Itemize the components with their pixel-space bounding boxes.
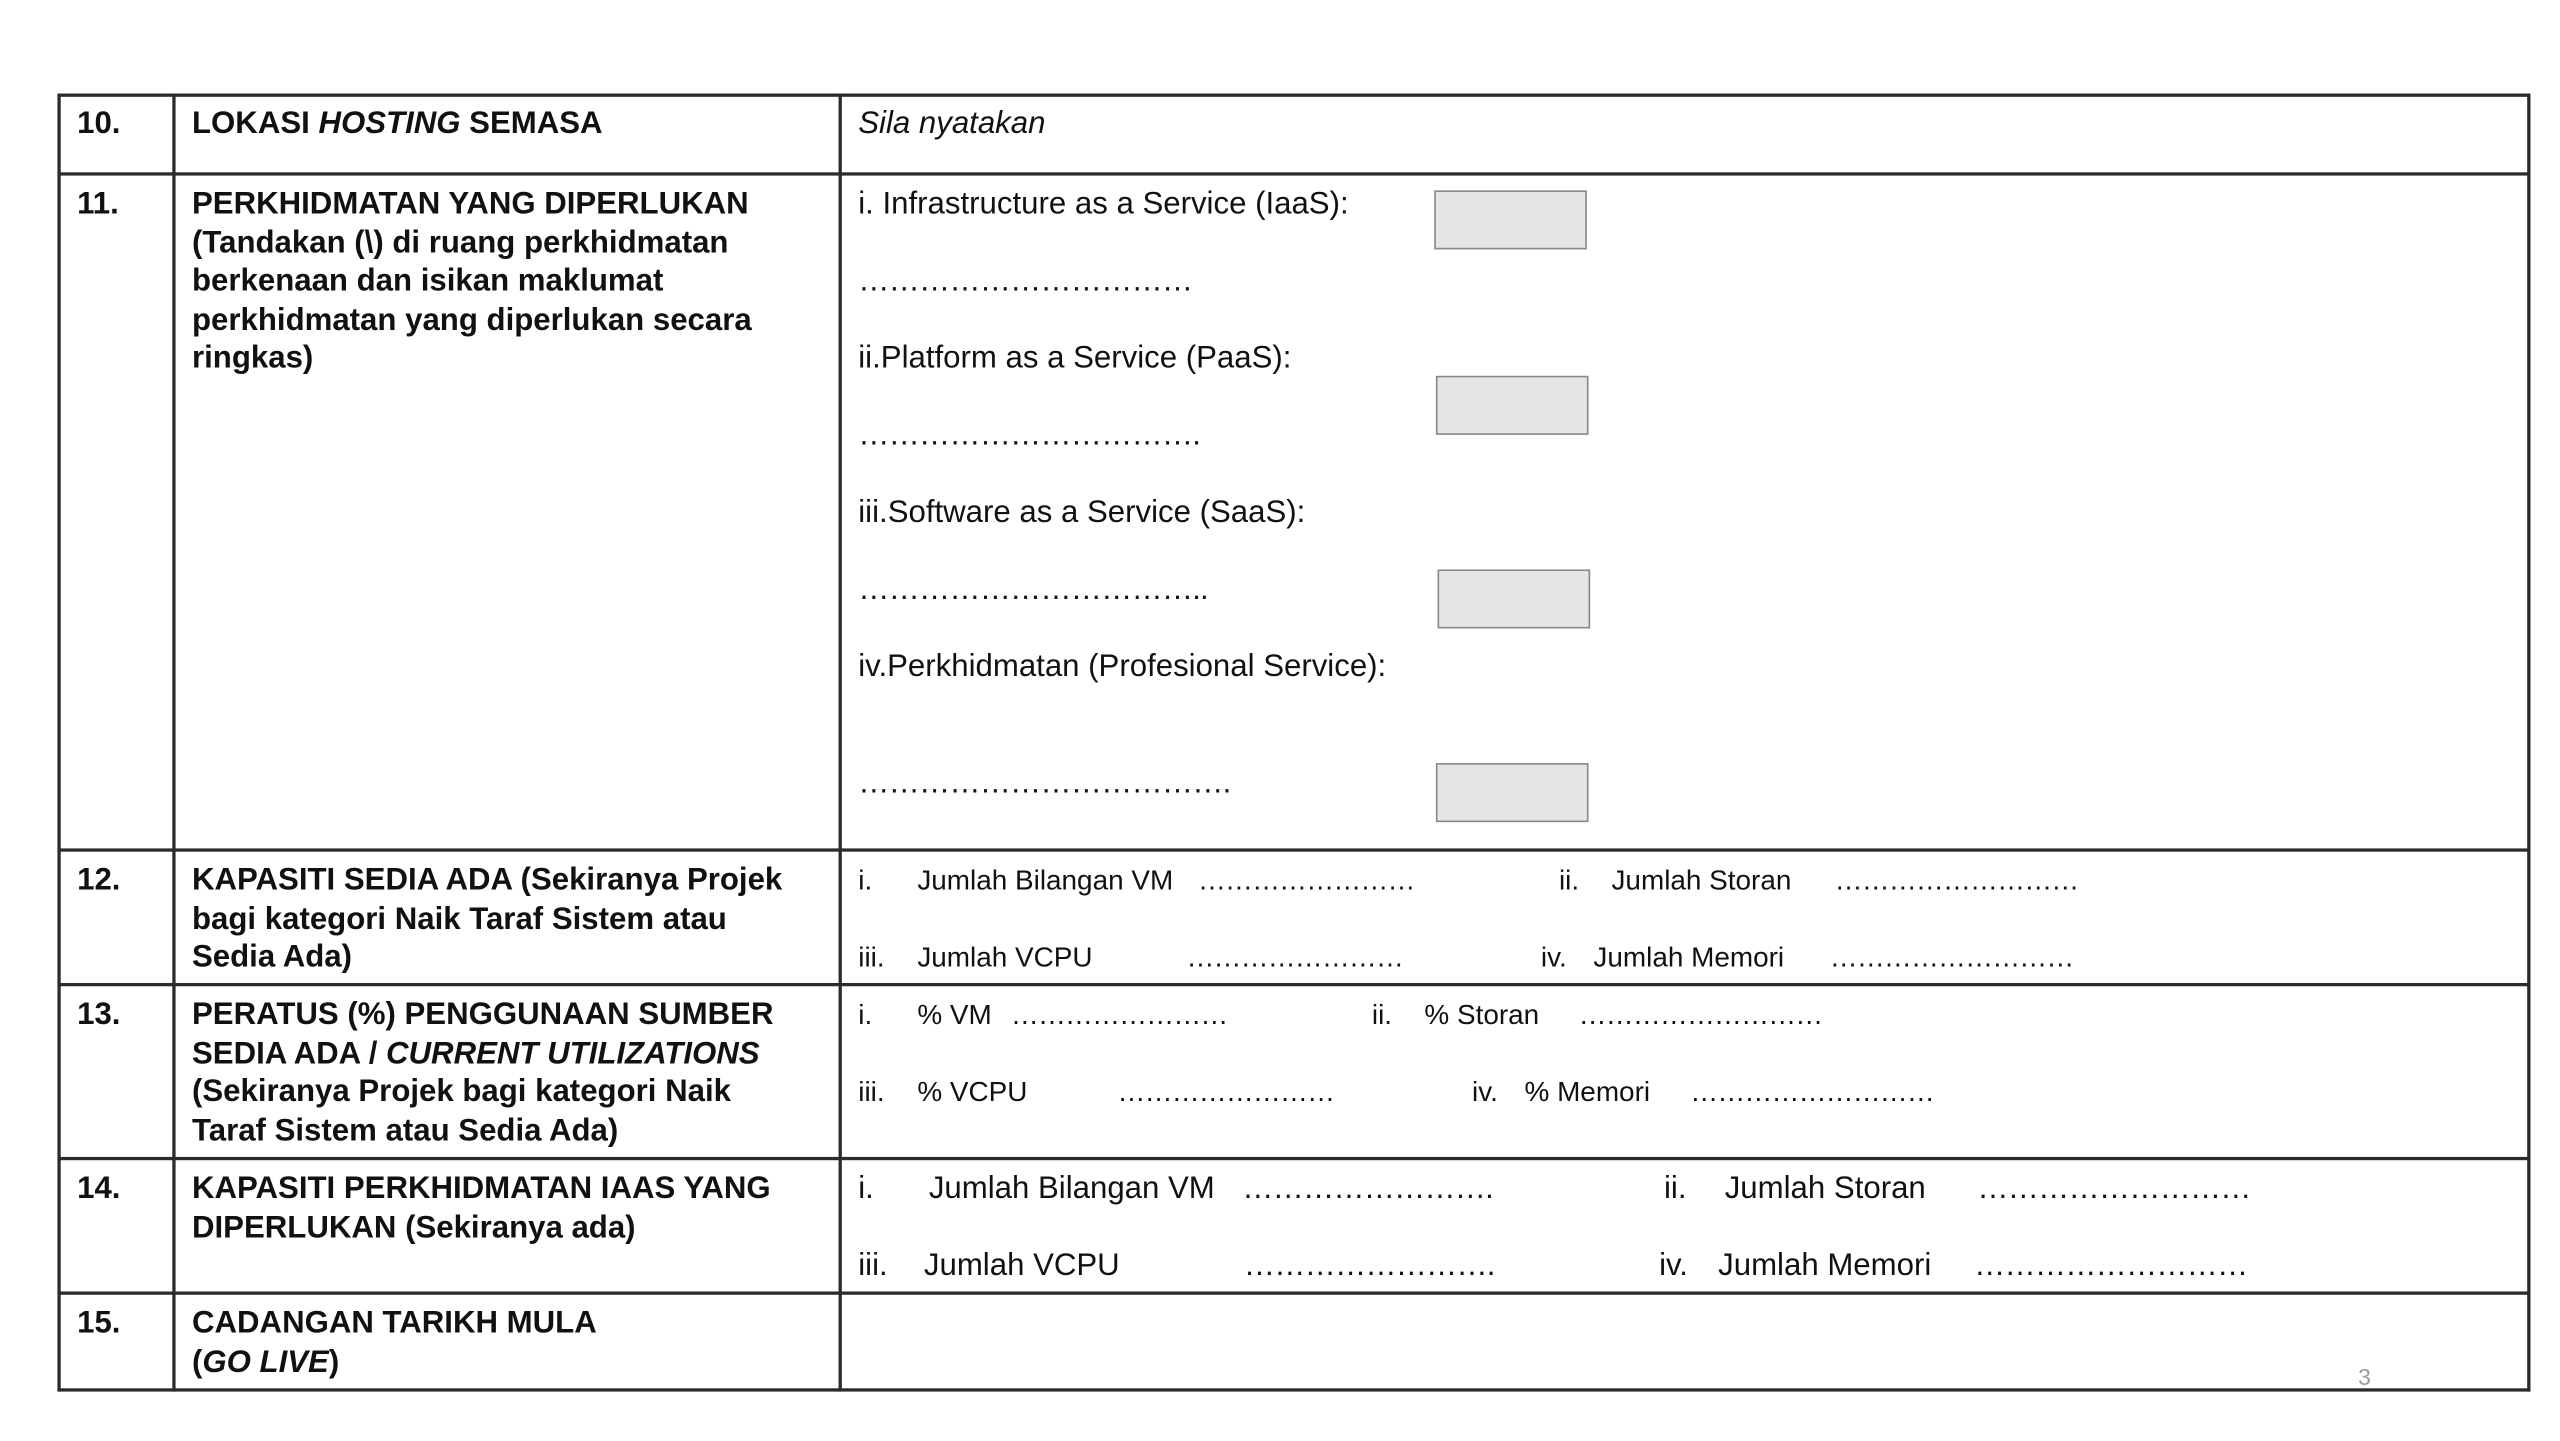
service-label-professional: iv.Perkhidmatan (Profesional Service): (858, 649, 1387, 685)
service-checkbox-paas[interactable] (1436, 376, 1589, 435)
iaas-roman: iv. (1659, 1248, 1688, 1284)
iaas-field-storage[interactable]: ……………………… (1977, 1171, 2251, 1207)
iaas-roman: i. (858, 1171, 874, 1207)
go-live-date-field[interactable] (843, 1296, 2523, 1386)
label-emphasis: GO LIVE (202, 1344, 329, 1380)
utilization-label-memory: % Memori (1524, 1076, 1651, 1108)
label-part: LOKASI (192, 106, 319, 142)
row-label: PERKHIDMATAN YANG DIPERLUKAN (Tandakan (\) di ruang perkhidmatan berkenaan dan isikan maklumat perkhidmatan yang diperlukan secara ringkas) (192, 187, 752, 376)
label-line: CADANGAN TARIKH MULA (192, 1306, 597, 1341)
utilization-field-storage[interactable]: ……………………… (1578, 999, 1823, 1031)
service-checkbox-saas[interactable] (1438, 569, 1591, 628)
service-detail-iaas[interactable]: …………………………… (858, 264, 1193, 299)
table-border-top (57, 94, 2530, 97)
label-line: PERATUS (%) PENGGUNAAN SUMBER (192, 997, 774, 1033)
row-number: 13. (77, 997, 121, 1033)
row-number: 11. (77, 187, 119, 222)
service-detail-paas[interactable]: ……………………………. (858, 418, 1201, 453)
capacity-label-vcpu: Jumlah VCPU (917, 941, 1093, 974)
page-number: 3 (2358, 1363, 2371, 1390)
label-part: ( (192, 1344, 203, 1380)
row-label (192, 1305, 832, 1382)
service-detail-saas[interactable]: …………………………….. (858, 572, 1208, 608)
iaas-roman: iii. (858, 1248, 888, 1284)
table-border-right (2527, 94, 2530, 1392)
row-number: 15. (77, 1306, 121, 1341)
capacity-label-memory: Jumlah Memori (1593, 941, 1785, 974)
service-detail-professional[interactable]: ………………………………. (858, 766, 1231, 801)
capacity-roman: iii. (858, 941, 885, 974)
location-hint: Sila nyatakan (858, 106, 1046, 142)
label-part: SEDIA ADA / (192, 1036, 387, 1071)
service-checkbox-professional[interactable] (1436, 763, 1589, 822)
label-emphasis: HOSTING (318, 106, 461, 142)
capacity-roman: iv. (1540, 941, 1567, 974)
utilization-roman: i. (858, 999, 873, 1031)
utilization-roman: iii. (858, 1076, 885, 1108)
utilization-label-vm: % VM (917, 999, 992, 1031)
utilization-label-storage: % Storan (1424, 999, 1540, 1031)
column-divider-label (839, 94, 842, 1392)
row-number: 12. (77, 863, 121, 898)
iaas-roman: ii. (1664, 1171, 1687, 1207)
capacity-roman: i. (858, 864, 873, 897)
label-emphasis: CURRENT UTILIZATIONS (386, 1036, 760, 1071)
utilization-roman: iv. (1472, 1076, 1498, 1108)
iaas-label-storage: Jumlah Storan (1724, 1171, 1926, 1207)
label-part: ) (328, 1344, 340, 1380)
iaas-label-memory: Jumlah Memori (1718, 1248, 1932, 1284)
row-label: KAPASITI SEDIA ADA (Sekiranya Projek bagi kategori Naik Taraf Sistem atau Sedia Ada) (192, 863, 783, 975)
table-border-left (57, 94, 60, 1392)
label-part: (Sekiranya Projek bagi kategori Naik Taraf Sistem atau Sedia Ada) (192, 1074, 731, 1148)
iaas-label-vcpu: Jumlah VCPU (923, 1248, 1120, 1284)
service-checkbox-iaas[interactable] (1434, 190, 1587, 249)
capacity-label-storage: Jumlah Storan (1611, 864, 1792, 897)
capacity-field-vcpu[interactable]: …………………… (1186, 941, 1404, 974)
capacity-field-storage[interactable]: ……………………… (1834, 864, 2079, 897)
capacity-field-vm[interactable]: …………………… (1197, 864, 1415, 897)
row-divider-14 (57, 1291, 2530, 1294)
row-divider-13 (57, 1157, 2530, 1160)
row-number: 10. (77, 106, 121, 142)
row-divider-11 (57, 848, 2530, 851)
iaas-field-memory[interactable]: ……………………… (1974, 1248, 2248, 1284)
utilization-field-vm[interactable]: …………………… (1010, 999, 1228, 1031)
capacity-roman: ii. (1558, 864, 1580, 897)
service-label-paas: ii.Platform as a Service (PaaS): (858, 341, 1292, 376)
location-field[interactable] (858, 105, 1045, 144)
column-divider-number (172, 94, 175, 1392)
iaas-label-vm: Jumlah Bilangan VM (928, 1171, 1215, 1207)
utilization-roman: ii. (1371, 999, 1393, 1031)
iaas-field-vm[interactable]: ……………………. (1242, 1171, 1493, 1207)
row-label: KAPASITI PERKHIDMATAN IAAS YANG DIPERLUKAN (Sekiranya ada) (192, 1171, 771, 1245)
capacity-label-vm: Jumlah Bilangan VM (917, 864, 1174, 897)
label-part: SEMASA (460, 106, 603, 142)
table-border-bottom (57, 1388, 2530, 1391)
row-label (192, 105, 603, 144)
iaas-field-vcpu[interactable]: ……………………. (1243, 1248, 1495, 1284)
row-divider-10 (57, 172, 2530, 175)
utilization-field-vcpu[interactable]: …………………… (1117, 1076, 1335, 1108)
service-label-saas: iii.Software as a Service (SaaS): (858, 495, 1306, 531)
utilization-label-vcpu: % VCPU (917, 1076, 1028, 1108)
utilization-field-memory[interactable]: ……………………… (1690, 1076, 1934, 1108)
service-label-iaas: i. Infrastructure as a Service (IaaS): (858, 187, 1349, 222)
row-divider-12 (57, 983, 2530, 986)
row-number: 14. (77, 1171, 121, 1207)
row-label (192, 996, 832, 1150)
capacity-field-memory[interactable]: ……………………… (1829, 941, 2074, 974)
